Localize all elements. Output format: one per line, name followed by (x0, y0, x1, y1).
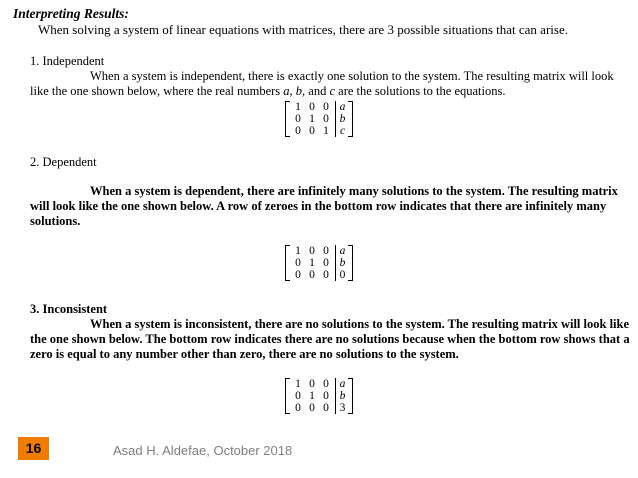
section-text-independent: When a system is independent, there is exactly one solution to the system. The resulting matrix will look like the one shown below, where the real numbers a, b, and c are the solutions to the equations. (30, 69, 614, 98)
intro-text: When solving a system of linear equations with matrices, there are 3 possible situations that can arise. (38, 22, 568, 37)
matrix-dependent: 1 0 0 0 1 0 0 0 0 a b 0 (285, 245, 353, 281)
page-number-badge: 16 (18, 437, 49, 460)
matrix-independent: 1 0 0 0 1 0 0 0 1 a b c (285, 101, 353, 137)
section-heading-dependent: 2. Dependent (30, 155, 97, 169)
section-heading-independent: 1. Independent (30, 54, 105, 68)
section-text-dependent: When a system is dependent, there are infinitely many solutions to the system. The resulting matrix will look like the one shown below. A row of zeroes in the bottom row indicates that there are infinitely many solutions. (30, 184, 618, 228)
footer-author: Asad H. Aldefae, October 2018 (113, 443, 293, 458)
matrix-inconsistent: 1 0 0 0 1 0 0 0 0 a b 3 (285, 378, 353, 414)
section-heading-inconsistent: 3. Inconsistent (30, 302, 108, 316)
page-title: Interpreting Results: (13, 6, 129, 21)
section-text-inconsistent: When a system is inconsistent, there are no solutions to the system. The resulting matrix will look like the one shown below. The bottom row indicates there are no solutions because when the bottom row shows that a zero is equal to any number other than zero, there are no solutions to the system. (30, 317, 630, 361)
